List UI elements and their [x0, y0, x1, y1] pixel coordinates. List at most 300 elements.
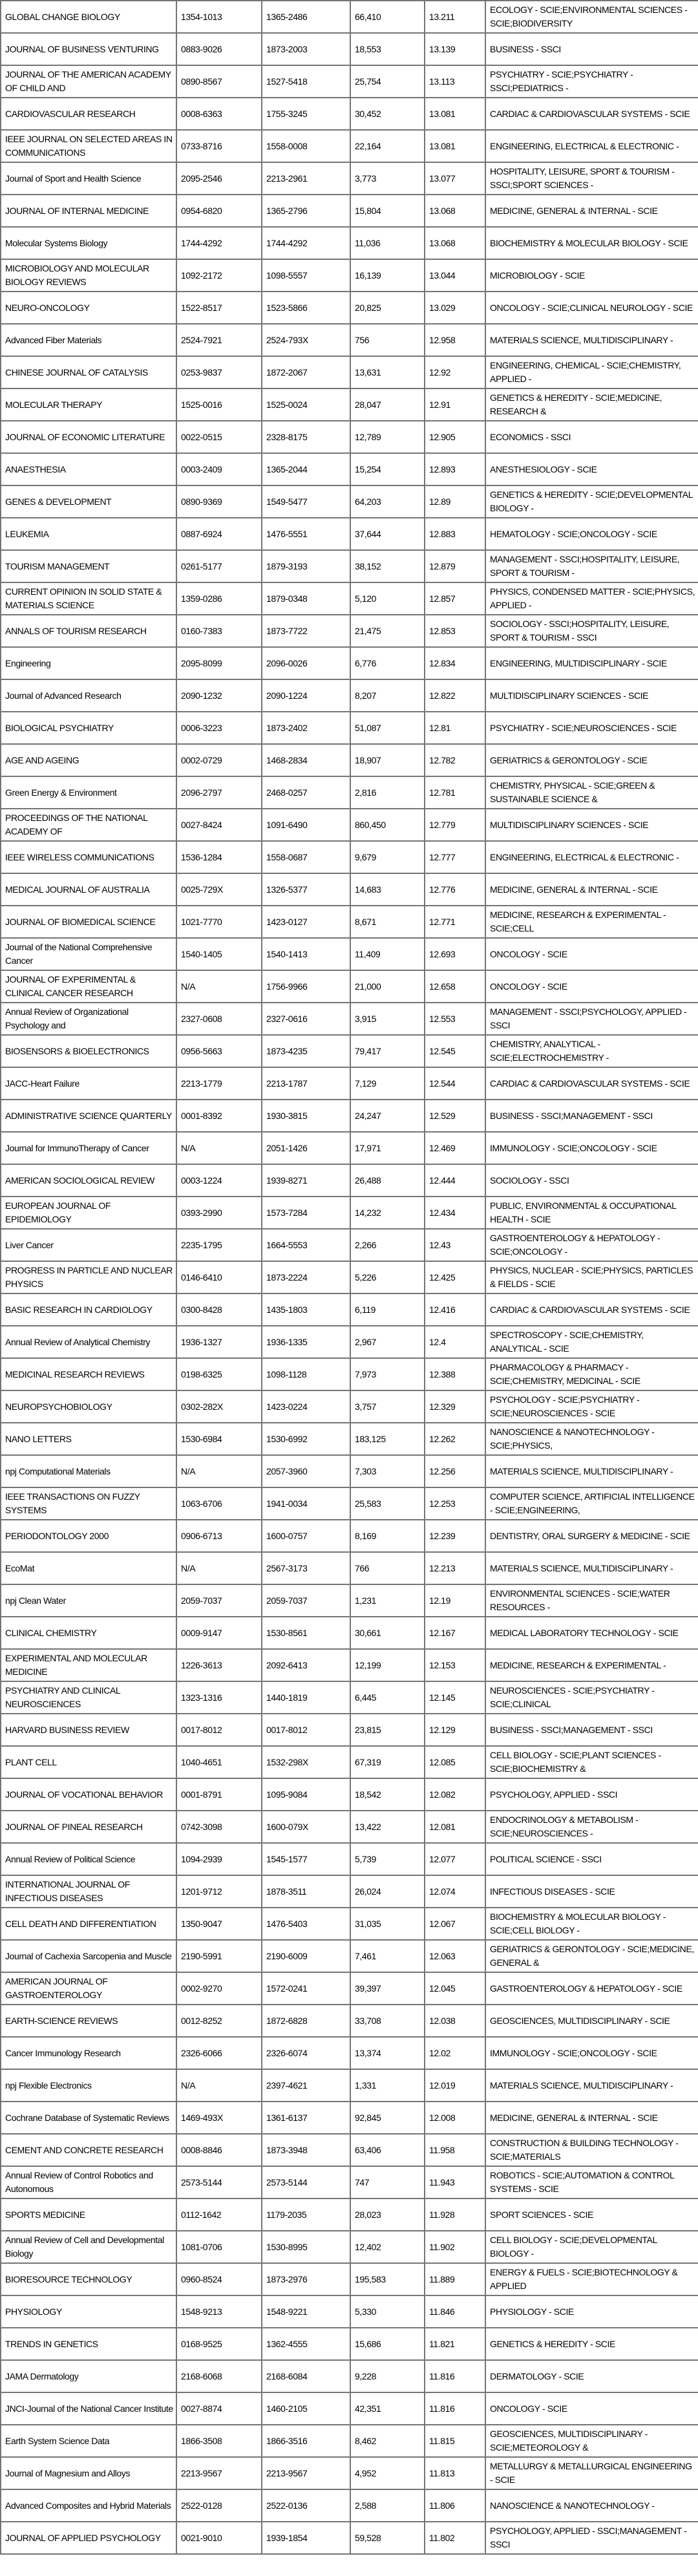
cell-issn: 0021-9010	[176, 2522, 262, 2554]
cell-cites: 6,776	[350, 647, 425, 679]
table-row	[1, 1261, 698, 1293]
cell-issn: 0742-3098	[176, 1811, 262, 1843]
cell-categories: MATERIALS SCIENCE, MULTIDISCIPLINARY -	[485, 324, 698, 356]
cell-cites: 26,488	[350, 1164, 425, 1197]
cell-categories: MANAGEMENT - SSCI;HOSPITALITY, LEISURE, SPORT & TOURISM -	[485, 550, 698, 582]
cell-issn: 2213-9567	[176, 2457, 262, 2489]
cell-categories: GEOSCIENCES, MULTIDISCIPLINARY - SCIE	[485, 2005, 698, 2037]
cell-issn: 0003-1224	[176, 1164, 262, 1197]
cell-categories: PSYCHOLOGY, APPLIED - SSCI;MANAGEMENT - SSCI	[485, 2522, 698, 2554]
cell-cites: 20,825	[350, 292, 425, 324]
cell-categories: GERIATRICS & GERONTOLOGY - SCIE;MEDICINE, GENERAL &	[485, 1940, 698, 1972]
cell-eissn: 1460-2105	[262, 2392, 350, 2425]
cell-eissn: 1756-9966	[262, 970, 350, 1003]
cell-name: Annual Review of Political Science	[1, 1843, 176, 1875]
cell-cites: 3,915	[350, 1003, 425, 1035]
cell-categories: ROBOTICS - SCIE;AUTOMATION & CONTROL SYSTEMS - SCIE	[485, 2166, 698, 2198]
cell-eissn: 2059-7037	[262, 1584, 350, 1617]
cell-jif: 12.469	[425, 1132, 485, 1164]
cell-name: AGE AND AGEING	[1, 744, 176, 776]
cell-issn: 1094-2939	[176, 1843, 262, 1875]
cell-jif: 12.693	[425, 938, 485, 970]
cell-jif: 12.834	[425, 647, 485, 679]
cell-name: npj Clean Water	[1, 1584, 176, 1617]
cell-cites: 13,631	[350, 356, 425, 389]
table-row	[1, 873, 698, 906]
table-row	[1, 1390, 698, 1423]
cell-cites: 4,952	[350, 2457, 425, 2489]
cell-categories: MICROBIOLOGY - SCIE	[485, 259, 698, 292]
cell-categories: SOCIOLOGY - SSCI	[485, 1164, 698, 1197]
table-row	[1, 1843, 698, 1875]
cell-eissn: 1540-1413	[262, 938, 350, 970]
cell-categories: ENGINEERING, ELECTRICAL & ELECTRONIC -	[485, 841, 698, 873]
cell-name: Journal for ImmunoTherapy of Cancer	[1, 1132, 176, 1164]
table-row	[1, 453, 698, 485]
cell-name: PLANT CELL	[1, 1746, 176, 1778]
table-row	[1, 1746, 698, 1778]
cell-categories: BIOCHEMISTRY & MOLECULAR BIOLOGY - SCIE	[485, 227, 698, 259]
cell-eissn: 1873-4235	[262, 1035, 350, 1067]
cell-eissn: 1179-2035	[262, 2198, 350, 2231]
cell-eissn: 1365-2486	[262, 1, 350, 33]
cell-issn: 0160-7383	[176, 615, 262, 647]
cell-issn: 2168-6068	[176, 2360, 262, 2392]
cell-name: Journal of the National Comprehensive Cancer	[1, 938, 176, 970]
cell-cites: 25,583	[350, 1487, 425, 1520]
cell-jif: 12.92	[425, 356, 485, 389]
table-row	[1, 1714, 698, 1746]
cell-name: CEMENT AND CONCRETE RESEARCH	[1, 2134, 176, 2166]
cell-eissn: 1941-0034	[262, 1487, 350, 1520]
cell-cites: 2,967	[350, 1326, 425, 1358]
cell-name: npj Computational Materials	[1, 1455, 176, 1487]
cell-name: EARTH-SCIENCE REVIEWS	[1, 2005, 176, 2037]
cell-eissn: 1476-5403	[262, 1908, 350, 1940]
cell-cites: 63,406	[350, 2134, 425, 2166]
table-row	[1, 1423, 698, 1455]
cell-jif: 12.045	[425, 1972, 485, 2005]
cell-jif: 13.113	[425, 65, 485, 98]
cell-name: INTERNATIONAL JOURNAL OF INFECTIOUS DISEASES	[1, 1875, 176, 1908]
cell-categories: MATERIALS SCIENCE, MULTIDISCIPLINARY -	[485, 2069, 698, 2102]
cell-cites: 21,475	[350, 615, 425, 647]
cell-cites: 3,757	[350, 1390, 425, 1423]
cell-categories: NEUROSCIENCES - SCIE;PSYCHIATRY - SCIE;CLINICAL	[485, 1681, 698, 1714]
cell-issn: 2096-2797	[176, 776, 262, 809]
cell-jif: 12.038	[425, 2005, 485, 2037]
cell-eissn: 2567-3173	[262, 1552, 350, 1584]
cell-jif: 12.853	[425, 615, 485, 647]
cell-eissn: 1873-7722	[262, 615, 350, 647]
cell-issn: 1359-0286	[176, 582, 262, 615]
table-row	[1, 389, 698, 421]
cell-categories: MEDICINE, GENERAL & INTERNAL - SCIE	[485, 195, 698, 227]
cell-categories: ONCOLOGY - SCIE	[485, 2392, 698, 2425]
cell-cites: 3,773	[350, 162, 425, 195]
cell-name: PHYSIOLOGY	[1, 2295, 176, 2328]
table-row	[1, 938, 698, 970]
cell-jif: 11.902	[425, 2231, 485, 2263]
cell-issn: 0002-0729	[176, 744, 262, 776]
cell-name: PROCEEDINGS OF THE NATIONAL ACADEMY OF	[1, 809, 176, 841]
cell-cites: 25,754	[350, 65, 425, 98]
cell-categories: ENVIRONMENTAL SCIENCES - SCIE;WATER RESOURCES -	[485, 1584, 698, 1617]
cell-cites: 92,845	[350, 2102, 425, 2134]
cell-categories: DENTISTRY, ORAL SURGERY & MEDICINE - SCIE	[485, 1520, 698, 1552]
cell-jif: 11.813	[425, 2457, 485, 2489]
cell-eissn: 1098-1128	[262, 1358, 350, 1390]
cell-cites: 11,409	[350, 938, 425, 970]
cell-eissn: 1468-2834	[262, 744, 350, 776]
cell-jif: 11.928	[425, 2198, 485, 2231]
cell-jif: 13.068	[425, 227, 485, 259]
cell-name: AMERICAN SOCIOLOGICAL REVIEW	[1, 1164, 176, 1197]
cell-jif: 12.893	[425, 453, 485, 485]
table-row	[1, 1326, 698, 1358]
cell-name: PERIODONTOLOGY 2000	[1, 1520, 176, 1552]
cell-name: JOURNAL OF PINEAL RESEARCH	[1, 1811, 176, 1843]
cell-issn: N/A	[176, 1132, 262, 1164]
cell-issn: 0253-9837	[176, 356, 262, 389]
table-row	[1, 2489, 698, 2522]
table-row	[1, 1940, 698, 1972]
cell-jif: 12.782	[425, 744, 485, 776]
cell-cites: 79,417	[350, 1035, 425, 1067]
cell-name: Green Energy & Environment	[1, 776, 176, 809]
cell-issn: 0027-8424	[176, 809, 262, 841]
cell-categories: GENETICS & HEREDITY - SCIE	[485, 2328, 698, 2360]
cell-eissn: 1879-3193	[262, 550, 350, 582]
cell-issn: 0027-8874	[176, 2392, 262, 2425]
cell-jif: 12.063	[425, 1940, 485, 1972]
cell-categories: CARDIAC & CARDIOVASCULAR SYSTEMS - SCIE	[485, 98, 698, 130]
cell-jif: 11.816	[425, 2360, 485, 2392]
cell-categories: IMMUNOLOGY - SCIE;ONCOLOGY - SCIE	[485, 2037, 698, 2069]
cell-jif: 11.821	[425, 2328, 485, 2360]
cell-cites: 31,035	[350, 1908, 425, 1940]
cell-issn: 2190-5991	[176, 1940, 262, 1972]
cell-cites: 16,139	[350, 259, 425, 292]
cell-issn: 1040-4651	[176, 1746, 262, 1778]
cell-eissn: 2213-9567	[262, 2457, 350, 2489]
cell-cites: 5,120	[350, 582, 425, 615]
cell-jif: 13.139	[425, 33, 485, 65]
cell-eissn: 1362-4555	[262, 2328, 350, 2360]
cell-name: JOURNAL OF BIOMEDICAL SCIENCE	[1, 906, 176, 938]
cell-eissn: 2522-0136	[262, 2489, 350, 2522]
cell-issn: 1469-493X	[176, 2102, 262, 2134]
cell-eissn: 1755-3245	[262, 98, 350, 130]
table-row	[1, 550, 698, 582]
cell-name: MEDICINAL RESEARCH REVIEWS	[1, 1358, 176, 1390]
cell-eissn: 1873-2224	[262, 1261, 350, 1293]
cell-eissn: 1558-0008	[262, 130, 350, 162]
cell-jif: 13.029	[425, 292, 485, 324]
cell-categories: HOSPITALITY, LEISURE, SPORT & TOURISM - SSCI;SPORT SCIENCES -	[485, 162, 698, 195]
cell-categories: BUSINESS - SSCI	[485, 33, 698, 65]
cell-jif: 11.943	[425, 2166, 485, 2198]
cell-name: SPORTS MEDICINE	[1, 2198, 176, 2231]
cell-cites: 30,452	[350, 98, 425, 130]
cell-issn: 0146-6410	[176, 1261, 262, 1293]
cell-jif: 13.068	[425, 195, 485, 227]
cell-eissn: 2468-0257	[262, 776, 350, 809]
cell-cites: 14,683	[350, 873, 425, 906]
cell-categories: IMMUNOLOGY - SCIE;ONCOLOGY - SCIE	[485, 1132, 698, 1164]
cell-eissn: 1423-0127	[262, 906, 350, 938]
cell-issn: 0022-0515	[176, 421, 262, 453]
table-row	[1, 2198, 698, 2231]
cell-categories: PSYCHIATRY - SCIE;NEUROSCIENCES - SCIE	[485, 712, 698, 744]
table-row	[1, 2166, 698, 2198]
cell-issn: 2095-2546	[176, 162, 262, 195]
cell-eissn: 1873-3948	[262, 2134, 350, 2166]
cell-name: CURRENT OPINION IN SOLID STATE & MATERIALS SCIENCE	[1, 582, 176, 615]
cell-categories: PHYSICS, NUCLEAR - SCIE;PHYSICS, PARTICLES & FIELDS - SCIE	[485, 1261, 698, 1293]
cell-jif: 12.544	[425, 1067, 485, 1100]
cell-categories: ONCOLOGY - SCIE	[485, 970, 698, 1003]
cell-eissn: 1600-0757	[262, 1520, 350, 1552]
cell-eissn: 2573-5144	[262, 2166, 350, 2198]
table-row	[1, 2037, 698, 2069]
cell-jif: 12.077	[425, 1843, 485, 1875]
table-row	[1, 2522, 698, 2554]
cell-issn: 0009-9147	[176, 1617, 262, 1649]
cell-cites: 2,588	[350, 2489, 425, 2522]
cell-jif: 12.082	[425, 1778, 485, 1811]
cell-cites: 24,247	[350, 1100, 425, 1132]
cell-categories: CELL BIOLOGY - SCIE;DEVELOPMENTAL BIOLOGY -	[485, 2231, 698, 2263]
cell-categories: CHEMISTRY, ANALYTICAL - SCIE;ELECTROCHEMISTRY -	[485, 1035, 698, 1067]
cell-categories: GENETICS & HEREDITY - SCIE;MEDICINE, RESEARCH &	[485, 389, 698, 421]
cell-eissn: 1930-3815	[262, 1100, 350, 1132]
cell-issn: 1350-9047	[176, 1908, 262, 1940]
cell-jif: 12.019	[425, 2069, 485, 2102]
cell-eissn: 1873-2003	[262, 33, 350, 65]
table-row	[1, 970, 698, 1003]
cell-name: MICROBIOLOGY AND MOLECULAR BIOLOGY REVIEWS	[1, 259, 176, 292]
table-row	[1, 2231, 698, 2263]
table-row	[1, 1455, 698, 1487]
cell-name: JOURNAL OF APPLIED PSYCHOLOGY	[1, 2522, 176, 2554]
table-row	[1, 647, 698, 679]
cell-jif: 12.085	[425, 1746, 485, 1778]
cell-issn: 2524-7921	[176, 324, 262, 356]
cell-eissn: 1548-9221	[262, 2295, 350, 2328]
cell-jif: 12.776	[425, 873, 485, 906]
cell-name: JACC-Heart Failure	[1, 1067, 176, 1100]
cell-categories: PHYSIOLOGY - SCIE	[485, 2295, 698, 2328]
table-row	[1, 2069, 698, 2102]
cell-issn: 0008-6363	[176, 98, 262, 130]
cell-categories: METALLURGY & METALLURGICAL ENGINEERING - SCIE	[485, 2457, 698, 2489]
cell-categories: DERMATOLOGY - SCIE	[485, 2360, 698, 2392]
cell-categories: BUSINESS - SSCI;MANAGEMENT - SSCI	[485, 1100, 698, 1132]
cell-cites: 14,232	[350, 1197, 425, 1229]
cell-cites: 756	[350, 324, 425, 356]
cell-eissn: 1365-2796	[262, 195, 350, 227]
cell-cites: 18,553	[350, 33, 425, 65]
cell-categories: MEDICINE, RESEARCH & EXPERIMENTAL - SCIE;CELL	[485, 906, 698, 938]
cell-cites: 28,047	[350, 389, 425, 421]
cell-eissn: 2213-2961	[262, 162, 350, 195]
cell-name: GLOBAL CHANGE BIOLOGY	[1, 1, 176, 33]
cell-jif: 12.008	[425, 2102, 485, 2134]
cell-name: ADMINISTRATIVE SCIENCE QUARTERLY	[1, 1100, 176, 1132]
cell-cites: 860,450	[350, 809, 425, 841]
cell-eissn: 1879-0348	[262, 582, 350, 615]
cell-cites: 5,330	[350, 2295, 425, 2328]
cell-name: ANNALS OF TOURISM RESEARCH	[1, 615, 176, 647]
table-row	[1, 421, 698, 453]
cell-cites: 1,331	[350, 2069, 425, 2102]
cell-cites: 8,207	[350, 679, 425, 712]
cell-name: JOURNAL OF EXPERIMENTAL & CLINICAL CANCER RESEARCH	[1, 970, 176, 1003]
cell-eissn: 2051-1426	[262, 1132, 350, 1164]
cell-eissn: 1549-5477	[262, 485, 350, 518]
cell-categories: PSYCHIATRY - SCIE;PSYCHIATRY - SSCI;PEDIATRICS -	[485, 65, 698, 98]
cell-eissn: 1435-1803	[262, 1293, 350, 1326]
cell-cites: 9,228	[350, 2360, 425, 2392]
cell-issn: 0393-2990	[176, 1197, 262, 1229]
cell-eissn: 1326-5377	[262, 873, 350, 906]
cell-eissn: 2190-6009	[262, 1940, 350, 1972]
table-row	[1, 1681, 698, 1714]
cell-jif: 12.416	[425, 1293, 485, 1326]
cell-jif: 12.553	[425, 1003, 485, 1035]
cell-categories: MULTIDISCIPLINARY SCIENCES - SCIE	[485, 679, 698, 712]
cell-cites: 9,679	[350, 841, 425, 873]
cell-issn: 1063-6706	[176, 1487, 262, 1520]
cell-jif: 12.329	[425, 1390, 485, 1423]
cell-jif: 12.388	[425, 1358, 485, 1390]
table-row	[1, 1584, 698, 1617]
table-row	[1, 162, 698, 195]
cell-name: TOURISM MANAGEMENT	[1, 550, 176, 582]
cell-issn: 1226-3613	[176, 1649, 262, 1681]
cell-jif: 12.883	[425, 518, 485, 550]
cell-jif: 11.806	[425, 2489, 485, 2522]
cell-name: npj Flexible Electronics	[1, 2069, 176, 2102]
cell-name: MEDICAL JOURNAL OF AUSTRALIA	[1, 873, 176, 906]
cell-eissn: 2326-6074	[262, 2037, 350, 2069]
cell-jif: 11.816	[425, 2392, 485, 2425]
cell-cites: 64,203	[350, 485, 425, 518]
table-row	[1, 1132, 698, 1164]
cell-categories: MULTIDISCIPLINARY SCIENCES - SCIE	[485, 809, 698, 841]
cell-issn: 2095-8099	[176, 647, 262, 679]
cell-eissn: 1530-8561	[262, 1617, 350, 1649]
cell-cites: 18,907	[350, 744, 425, 776]
table-row	[1, 712, 698, 744]
cell-jif: 11.815	[425, 2425, 485, 2457]
table-row	[1, 1229, 698, 1261]
table-row	[1, 2425, 698, 2457]
cell-jif: 13.081	[425, 98, 485, 130]
cell-jif: 11.958	[425, 2134, 485, 2166]
cell-cites: 12,199	[350, 1649, 425, 1681]
cell-categories: PSYCHOLOGY, APPLIED - SSCI	[485, 1778, 698, 1811]
cell-cites: 30,661	[350, 1617, 425, 1649]
cell-eissn: 1476-5551	[262, 518, 350, 550]
table-row	[1, 1617, 698, 1649]
cell-cites: 7,129	[350, 1067, 425, 1100]
cell-cites: 2,816	[350, 776, 425, 809]
cell-cites: 22,164	[350, 130, 425, 162]
cell-categories: NANOSCIENCE & NANOTECHNOLOGY - SCIE;PHYSICS,	[485, 1423, 698, 1455]
cell-eissn: 2092-6413	[262, 1649, 350, 1681]
cell-cites: 5,226	[350, 1261, 425, 1293]
cell-issn: 0300-8428	[176, 1293, 262, 1326]
table-row	[1, 33, 698, 65]
cell-categories: ENGINEERING, ELECTRICAL & ELECTRONIC -	[485, 130, 698, 162]
cell-categories: ANESTHESIOLOGY - SCIE	[485, 453, 698, 485]
cell-categories: NANOSCIENCE & NANOTECHNOLOGY -	[485, 2489, 698, 2522]
cell-eissn: 1527-5418	[262, 65, 350, 98]
table-row	[1, 906, 698, 938]
table-row	[1, 2360, 698, 2392]
table-row	[1, 1875, 698, 1908]
cell-jif: 13.211	[425, 1, 485, 33]
cell-jif: 12.256	[425, 1455, 485, 1487]
cell-issn: 1092-2172	[176, 259, 262, 292]
cell-eissn: 1664-5553	[262, 1229, 350, 1261]
cell-issn: 1540-1405	[176, 938, 262, 970]
cell-issn: 0006-3223	[176, 712, 262, 744]
table-row	[1, 1487, 698, 1520]
cell-categories: CHEMISTRY, PHYSICAL - SCIE;GREEN & SUSTAINABLE SCIENCE &	[485, 776, 698, 809]
cell-jif: 12.958	[425, 324, 485, 356]
cell-eissn: 1600-079X	[262, 1811, 350, 1843]
cell-name: Liver Cancer	[1, 1229, 176, 1261]
cell-jif: 12.262	[425, 1423, 485, 1455]
cell-name: EUROPEAN JOURNAL OF EPIDEMIOLOGY	[1, 1197, 176, 1229]
cell-cites: 51,087	[350, 712, 425, 744]
cell-categories: PSYCHOLOGY - SCIE;PSYCHIATRY - SCIE;NEUROSCIENCES - SCIE	[485, 1390, 698, 1423]
cell-name: EcoMat	[1, 1552, 176, 1584]
cell-name: HARVARD BUSINESS REVIEW	[1, 1714, 176, 1746]
cell-issn: 0168-9525	[176, 2328, 262, 2360]
table-row	[1, 2005, 698, 2037]
cell-jif: 12.02	[425, 2037, 485, 2069]
cell-cites: 28,023	[350, 2198, 425, 2231]
cell-jif: 12.43	[425, 1229, 485, 1261]
cell-categories: INFECTIOUS DISEASES - SCIE	[485, 1875, 698, 1908]
cell-name: GENES & DEVELOPMENT	[1, 485, 176, 518]
cell-categories: SPORT SCIENCES - SCIE	[485, 2198, 698, 2231]
cell-categories: ONCOLOGY - SCIE;CLINICAL NEUROLOGY - SCIE	[485, 292, 698, 324]
table-row	[1, 65, 698, 98]
cell-issn: N/A	[176, 970, 262, 1003]
cell-issn: 0906-6713	[176, 1520, 262, 1552]
cell-categories: GEOSCIENCES, MULTIDISCIPLINARY - SCIE;METEOROLOGY &	[485, 2425, 698, 2457]
cell-eissn: 2168-6084	[262, 2360, 350, 2392]
cell-categories: MEDICINE, GENERAL & INTERNAL - SCIE	[485, 873, 698, 906]
cell-name: JOURNAL OF THE AMERICAN ACADEMY OF CHILD AND	[1, 65, 176, 98]
table-row	[1, 744, 698, 776]
table-row	[1, 324, 698, 356]
cell-issn: 1536-1284	[176, 841, 262, 873]
cell-eissn: 2096-0026	[262, 647, 350, 679]
cell-issn: 2573-5144	[176, 2166, 262, 2198]
cell-cites: 195,583	[350, 2263, 425, 2295]
cell-jif: 13.077	[425, 162, 485, 195]
cell-categories: ENDOCRINOLOGY & METABOLISM - SCIE;NEUROSCIENCES -	[485, 1811, 698, 1843]
cell-eissn: 1440-1819	[262, 1681, 350, 1714]
table-row	[1, 679, 698, 712]
cell-categories: PHARMACOLOGY & PHARMACY - SCIE;CHEMISTRY, MEDICINAL - SCIE	[485, 1358, 698, 1390]
